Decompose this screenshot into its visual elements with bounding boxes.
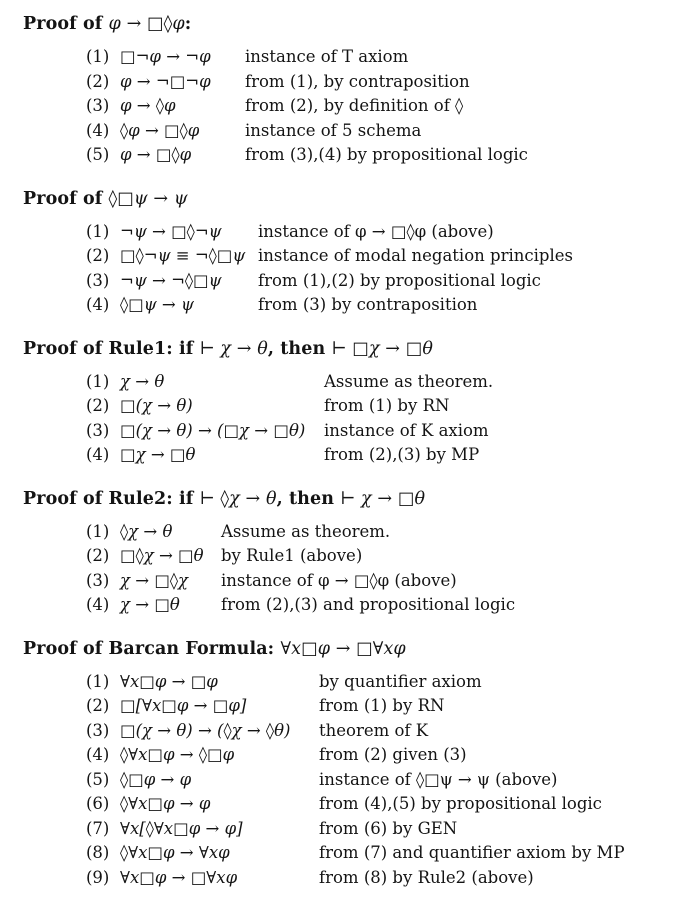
heading-bold-text: Proof of xyxy=(23,14,109,34)
step-number: (3) xyxy=(86,420,110,440)
proof-step-row xyxy=(86,293,673,318)
step-formula: □(χ → θ) → (□χ → □θ) xyxy=(120,420,306,440)
step-justification: from (1) by RN xyxy=(324,396,450,415)
proof-section xyxy=(23,637,673,891)
step-number: (9) xyxy=(86,867,110,887)
step-justification: Assume as theorem. xyxy=(221,521,391,541)
step-justification: by quantifier axiom xyxy=(319,671,482,691)
step-justification: by Rule1 (above) xyxy=(221,546,363,565)
proof-step-row xyxy=(86,841,673,866)
step-justification: instance of T axiom xyxy=(245,47,409,66)
step-formula: □(χ → θ) → (◊χ → ◊θ) xyxy=(120,720,291,740)
step-formula: □χ → □θ xyxy=(120,445,196,464)
proof-step-row xyxy=(86,70,673,95)
step-justification: from (1) by RN xyxy=(319,696,445,715)
step-justification: from (4),(5) by propositional logic xyxy=(319,794,602,813)
proof-step-row xyxy=(86,768,673,793)
proof-step-row xyxy=(86,544,673,569)
proof-step-row xyxy=(86,220,673,245)
step-justification: from (2), by definition of ◊ xyxy=(245,96,464,115)
proof-steps xyxy=(86,670,673,891)
step-number: (4) xyxy=(86,745,110,764)
step-number: (2) xyxy=(86,546,110,565)
proof-section xyxy=(23,337,673,468)
step-number: (1) xyxy=(86,221,110,241)
step-formula: □[∀x□φ → □φ] xyxy=(120,696,247,715)
step-formula: ◊∀x□φ → φ xyxy=(120,794,211,813)
heading-bold-text: Proof of Rule1: if xyxy=(23,338,200,359)
step-number: (2) xyxy=(86,396,110,415)
step-formula: ∀x□φ → □∀xφ xyxy=(120,867,238,887)
step-justification: from (2),(3) by MP xyxy=(324,445,480,464)
proof-steps xyxy=(86,370,673,468)
step-justification: instance of K axiom xyxy=(324,420,489,440)
step-number: (2) xyxy=(86,696,110,715)
step-formula: □¬φ → ¬φ xyxy=(120,47,211,66)
step-formula: ¬ψ → □◊¬ψ xyxy=(120,221,222,241)
step-number: (6) xyxy=(86,794,110,813)
proof-section xyxy=(23,487,673,618)
step-justification: from (3),(4) by propositional logic xyxy=(245,145,528,164)
step-justification: theorem of K xyxy=(319,720,429,740)
heading-math-text: ⊢ χ → □θ xyxy=(340,488,426,509)
step-formula: ◊∀x□φ → ◊□φ xyxy=(120,745,235,764)
step-justification: from (8) by Rule2 (above) xyxy=(319,867,534,887)
step-justification: instance of modal negation principles xyxy=(258,246,573,265)
step-formula: ◊∀x□φ → ∀xφ xyxy=(120,843,230,862)
proof-steps xyxy=(86,520,673,618)
proof-step-row xyxy=(86,866,673,891)
step-number: (3) xyxy=(86,270,110,290)
step-number: (1) xyxy=(86,47,110,66)
heading-bold-text: , then xyxy=(267,338,332,359)
step-number: (4) xyxy=(86,295,110,314)
step-formula: φ → ◊φ xyxy=(120,96,176,115)
proof-step-row xyxy=(86,694,673,719)
heading-math-text: ∀x□φ → □∀xφ xyxy=(280,638,406,659)
proof-step-row xyxy=(86,94,673,119)
proof-step-row xyxy=(86,370,673,395)
proof-section xyxy=(23,187,673,318)
step-formula: χ → □◊χ xyxy=(120,570,189,590)
heading-bold-text: : xyxy=(184,14,192,34)
step-number: (3) xyxy=(86,96,110,115)
step-number: (4) xyxy=(86,595,110,614)
step-justification: instance of 5 schema xyxy=(245,120,422,140)
step-formula: □(χ → θ) xyxy=(120,396,193,415)
proof-step-row xyxy=(86,743,673,768)
heading-math-text: ⊢ □χ → □θ xyxy=(331,338,434,359)
proof-heading xyxy=(23,337,673,362)
step-formula: ◊φ → □◊φ xyxy=(120,120,200,140)
proof-step-row xyxy=(86,443,673,468)
proof-step-row xyxy=(86,419,673,444)
step-number: (1) xyxy=(86,371,110,391)
heading-math-text: ⊢ χ → θ xyxy=(199,338,268,359)
proof-heading xyxy=(23,12,673,37)
step-number: (1) xyxy=(86,671,110,691)
proof-section xyxy=(23,12,673,168)
step-formula: φ → □◊φ xyxy=(120,145,192,164)
step-justification: from (6) by GEN xyxy=(319,818,458,838)
step-number: (3) xyxy=(86,570,110,590)
proof-steps xyxy=(86,45,673,168)
proof-step-row xyxy=(86,143,673,168)
step-number: (7) xyxy=(86,818,110,838)
step-justification: instance of φ → □◊φ (above) xyxy=(221,570,457,590)
step-justification: from (1),(2) by propositional logic xyxy=(258,270,541,290)
proof-step-row xyxy=(86,244,673,269)
step-formula: ◊□ψ → ψ xyxy=(120,295,194,314)
step-number: (4) xyxy=(86,445,110,464)
heading-bold-text: Proof of Rule2: if xyxy=(23,488,200,509)
proof-heading xyxy=(23,487,673,512)
heading-bold-text: Proof of xyxy=(23,188,109,209)
proof-step-row xyxy=(86,45,673,70)
proof-heading xyxy=(23,637,673,662)
heading-math-text: ◊□ψ → ψ xyxy=(108,188,188,209)
step-number: (4) xyxy=(86,120,110,140)
proof-steps xyxy=(86,220,673,318)
step-formula: ◊□φ → φ xyxy=(120,769,192,789)
step-justification: from (3) by contraposition xyxy=(258,295,478,314)
step-formula: χ → θ xyxy=(120,371,165,391)
proof-step-row xyxy=(86,792,673,817)
step-formula: □◊¬ψ ≡ ¬◊□ψ xyxy=(120,246,246,265)
heading-bold-text: , then xyxy=(276,488,341,509)
step-formula: ∀x[◊∀x□φ → φ] xyxy=(120,818,243,838)
step-formula: ∀x□φ → □φ xyxy=(120,671,218,691)
proof-step-row xyxy=(86,569,673,594)
step-number: (2) xyxy=(86,246,110,265)
heading-bold-text: Proof of Barcan Formula: xyxy=(23,638,281,659)
step-justification: instance of ◊□ψ → ψ (above) xyxy=(319,769,558,789)
step-justification: from (2) given (3) xyxy=(319,745,467,764)
proof-step-row xyxy=(86,670,673,695)
step-justification: Assume as theorem. xyxy=(324,371,494,391)
step-justification: instance of φ → □◊φ (above) xyxy=(258,221,494,241)
step-formula: □◊χ → □θ xyxy=(120,546,204,565)
proof-step-row xyxy=(86,719,673,744)
step-formula: φ → ¬□¬φ xyxy=(120,71,211,91)
step-number: (5) xyxy=(86,769,110,789)
step-justification: from (2),(3) and propositional logic xyxy=(221,595,516,614)
step-number: (8) xyxy=(86,843,110,862)
proof-heading xyxy=(23,187,673,212)
step-justification: from (1), by contraposition xyxy=(245,71,470,91)
step-number: (5) xyxy=(86,145,110,164)
proof-step-row xyxy=(86,394,673,419)
step-formula: ¬ψ → ¬◊□ψ xyxy=(120,270,222,290)
proof-step-row xyxy=(86,593,673,618)
heading-math-text: ⊢ ◊χ → θ xyxy=(199,488,277,509)
proof-step-row xyxy=(86,269,673,294)
step-formula: ◊χ → θ xyxy=(120,521,173,541)
proof-step-row xyxy=(86,817,673,842)
step-number: (2) xyxy=(86,71,110,91)
step-formula: χ → □θ xyxy=(120,595,180,614)
proof-step-row xyxy=(86,119,673,144)
step-number: (1) xyxy=(86,521,110,541)
step-justification: from (7) and quantifier axiom by MP xyxy=(319,843,625,862)
heading-math-text: φ → □◊φ xyxy=(108,14,185,34)
step-number: (3) xyxy=(86,720,110,740)
proof-step-row xyxy=(86,520,673,545)
